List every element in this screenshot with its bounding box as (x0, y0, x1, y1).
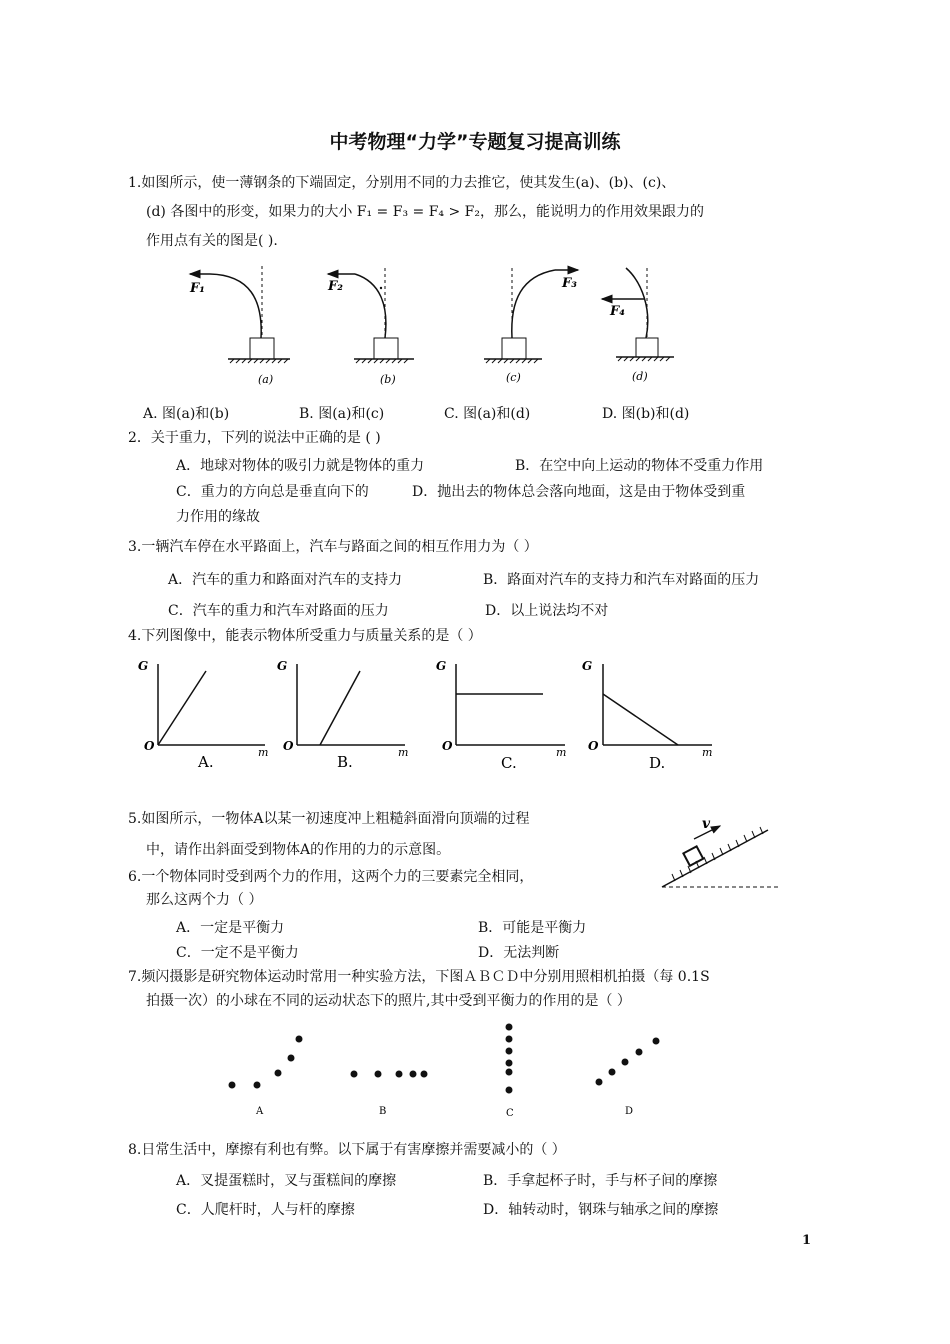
q4-d-axis-y: G (582, 659, 593, 673)
q4-graph-d (582, 659, 712, 772)
page-number: 1 (802, 1233, 812, 1248)
q6-option-d: D．无法判断 (478, 945, 560, 961)
q4-d-origin: O (588, 739, 599, 753)
q8-option-c: C．人爬杆时，人与杆的摩擦 (176, 1202, 355, 1218)
q5-velocity-label: v (702, 816, 711, 832)
q7-dots-d (596, 1038, 660, 1086)
force-label-f1: F₁ (190, 281, 205, 296)
fig-label-a: (a) (258, 373, 274, 386)
q8-option-a: A．叉提蛋糕时，叉与蛋糕间的摩擦 (176, 1173, 397, 1189)
fig-label-c: (c) (506, 371, 521, 384)
q7-dots-a (229, 1036, 303, 1089)
q8-option-b: B．手拿起杯子时，手与杯子间的摩擦 (483, 1173, 718, 1189)
q6-option-b: B．可能是平衡力 (478, 920, 587, 936)
q3-stem: 3.一辆汽车停在水平路面上，汽车与路面之间的相互作用力为（ ） (128, 539, 538, 555)
q2-option-a: A．地球对物体的吸引力就是物体的重力 (176, 458, 425, 474)
q6-option-c: C．一定不是平衡力 (176, 945, 299, 961)
q4-a-label: A. (198, 753, 214, 771)
q4-graph-b (277, 659, 408, 771)
q2-option-c: C．重力的方向总是垂直向下的 (176, 484, 369, 500)
q1-fig-b (327, 268, 414, 386)
q4-b-axis-x: m (398, 746, 409, 759)
q4-c-axis-x: m (556, 746, 567, 759)
q3-option-b: B．路面对汽车的支持力和汽车对路面的压力 (483, 572, 760, 588)
q4-stem: 4.下列图像中，能表示物体所受重力与质量关系的是（ ） (128, 628, 482, 644)
q4-b-origin: O (283, 739, 294, 753)
q1-option-a: A. 图(a)和(b) (143, 406, 230, 422)
q2-option-d-line2: 力作用的缘故 (176, 509, 260, 525)
q4-graph-a (138, 659, 268, 771)
q7-label-b: B (379, 1106, 387, 1117)
q6-option-a: A．一定是平衡力 (176, 920, 285, 936)
q7-line1: 7.频闪摄影是研究物体运动时常用一种实验方法，下图ＡＢＣＤ中分别用照相机拍摄（每 0.1S (128, 969, 710, 985)
q4-a-axis-y: G (138, 659, 149, 673)
q7-label-d: D (625, 1106, 634, 1117)
q8-option-d: D．轴转动时，钢珠与轴承之间的摩擦 (483, 1202, 719, 1218)
q6-line1: 6.一个物体同时受到两个力的作用，这两个力的三要素完全相同， (128, 869, 534, 885)
q7-label-a: A (256, 1106, 264, 1117)
fig-label-b: (b) (380, 373, 396, 386)
q1-fig-c (484, 268, 578, 384)
q4-c-origin: O (442, 739, 453, 753)
q1-line3: 作用点有关的图是( ). (146, 233, 278, 249)
q8-stem: 8.日常生活中，摩擦有利也有弊。以下属于有害摩擦并需要减小的（ ） (128, 1142, 566, 1158)
q3-option-c: C．汽车的重力和汽车对路面的压力 (168, 603, 389, 619)
force-label-f3: F₃ (562, 276, 577, 291)
force-label-f4: F₄ (610, 304, 625, 319)
q4-b-axis-y: G (277, 659, 288, 673)
q6-line2: 那么这两个力（ ） (146, 892, 263, 908)
force-label-f2: F₂ (328, 279, 343, 294)
q1-fig-a (189, 266, 290, 386)
q1-figure (0, 0, 950, 400)
page-title: 中考物理“力学”专题复习提高训练 (329, 131, 621, 153)
q7-strobe-figure (0, 1015, 950, 1125)
fig-label-d: (d) (632, 370, 648, 383)
q4-a-axis-x: m (258, 746, 269, 759)
q4-d-axis-x: m (702, 746, 713, 759)
q1-fig-d (602, 268, 674, 383)
q1-option-b: B. 图(a)和(c) (299, 406, 385, 422)
q7-dots-b (351, 1071, 428, 1078)
q5-line1: 5.如图所示，一物体A以某一初速度冲上粗糙斜面滑向顶端的过程 (128, 811, 530, 827)
q4-c-label: C. (501, 754, 517, 772)
q7-label-c: C (506, 1108, 514, 1119)
q4-graph-c (436, 659, 566, 772)
q4-d-label: D. (649, 754, 666, 772)
q5-line2: 中，请作出斜面受到物体A的作用的力的示意图。 (146, 842, 451, 858)
q4-a-origin: O (144, 739, 155, 753)
q1-line1: 1.如图所示，使一薄钢条的下端固定，分别用不同的力去推它，使其发生(a)、(b)、(c)、 (128, 175, 676, 191)
q3-option-d: D．以上说法均不对 (485, 603, 609, 619)
q3-option-a: A．汽车的重力和路面对汽车的支持力 (168, 572, 403, 588)
q1-option-d: D. 图(b)和(d) (602, 406, 690, 422)
q1-line2: (d) 各图中的形变，如果力的大小 F₁ = F₃ = F₄ > F₂，那么，能说明力的作用效果跟力的 (146, 204, 704, 220)
q7-dots-c (506, 1024, 513, 1094)
q4-b-label: B. (337, 753, 353, 771)
q1-option-c: C. 图(a)和(d) (444, 406, 531, 422)
q5-incline-figure (650, 810, 790, 900)
q7-line2: 拍摄一次）的小球在不同的运动状态下的照片,其中受到平衡力的作用的是（ ） (146, 993, 631, 1009)
q2-option-d-line1: D．抛出去的物体总会落向地面，这是由于物体受到重 (412, 484, 746, 500)
q4-c-axis-y: G (436, 659, 447, 673)
q4-graphs (0, 650, 950, 780)
q2-stem: 2．关于重力，下列的说法中正确的是 ( ) (128, 430, 381, 446)
q2-option-b: B．在空中向上运动的物体不受重力作用 (515, 458, 764, 474)
